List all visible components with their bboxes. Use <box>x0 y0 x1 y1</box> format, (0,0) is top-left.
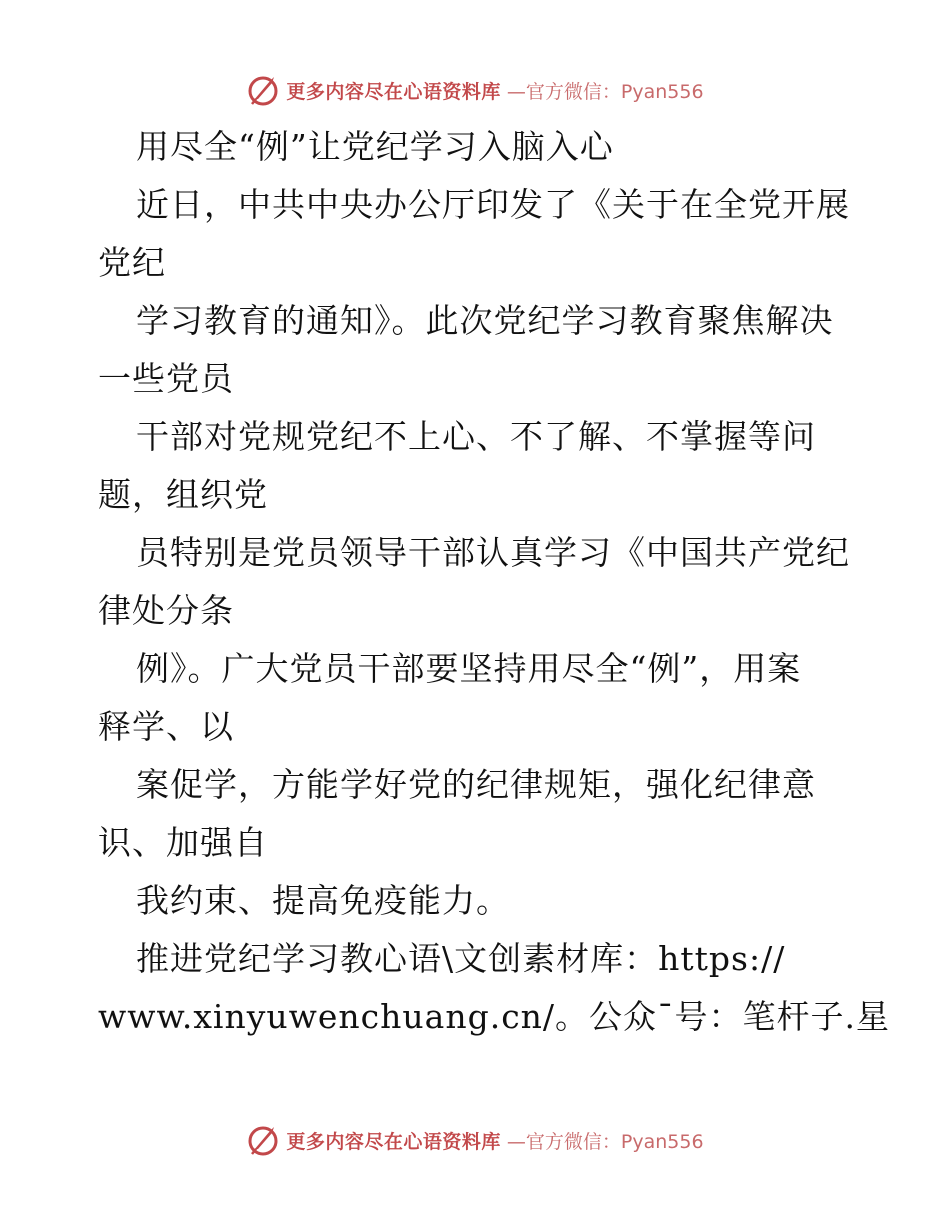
document-line: 干部对党规党纪不上心、不了解、不掌握等问 <box>136 417 816 456</box>
quill-pen-logo-icon <box>246 73 280 107</box>
watermark-contact: —官方微信：Pyan556 <box>506 1130 704 1153</box>
watermark-text: 更多内容尽在心语资料库 <box>286 80 501 103</box>
quill-pen-logo-icon <box>246 1123 280 1157</box>
header-watermark <box>0 72 950 108</box>
document-line: 我约束、提高免疫能力。 <box>136 881 510 920</box>
watermark-text: 更多内容尽在心语资料库 <box>286 1130 501 1153</box>
document-line: 释学、以 <box>98 707 234 746</box>
document-line: 识、加强自 <box>98 823 268 862</box>
document-line: 案促学，方能学好党的纪律规矩，强化纪律意 <box>136 765 816 804</box>
document-line: 党纪 <box>98 243 166 282</box>
document-line: 律处分条 <box>98 591 234 630</box>
document-line: 一些党员 <box>98 359 234 398</box>
document-line: 题，组织党 <box>98 475 268 514</box>
watermark-contact: —官方微信：Pyan556 <box>506 80 704 103</box>
document-line: 例》。广大党员干部要坚持用尽全“例”，用案 <box>136 649 802 688</box>
document-line: 用尽全“例”让党纪学习入脑入心 <box>136 127 614 166</box>
document-line: 近日，中共中央办公厅印发了《关于在全党开展 <box>136 185 850 224</box>
document-line: 推进党纪学习教心语\文创素材库：https:// <box>136 939 786 978</box>
document-line: 员特别是党员领导干部认真学习《中国共产党纪 <box>136 533 850 572</box>
footer-watermark <box>0 1122 950 1158</box>
document-line: www.xinyuwenchuang.cn/。公众¯号：笔杆子.星 <box>98 997 891 1036</box>
document-line: 学习教育的通知》。此次党纪学习教育聚焦解决 <box>136 301 834 340</box>
document-body <box>98 118 891 1046</box>
